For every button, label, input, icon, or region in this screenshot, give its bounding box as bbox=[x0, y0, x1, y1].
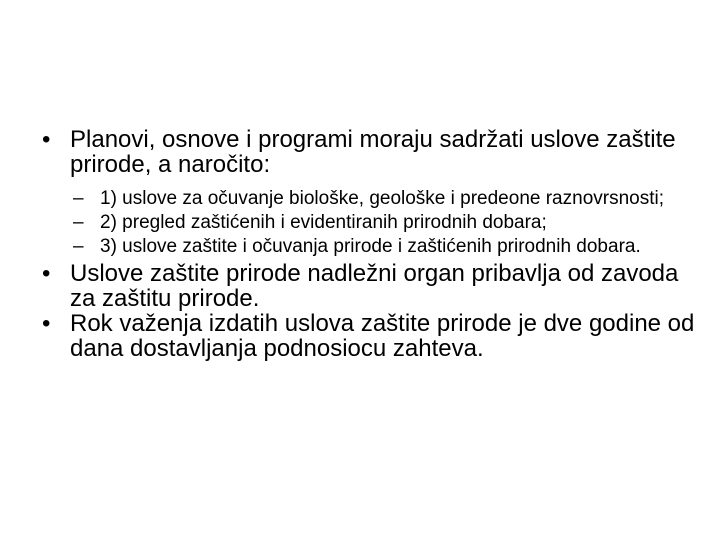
bullet-text: Rok važenja izdatih uslova zaštite prirode je dve godine od dana dostavljanja podnosiocu zahteva. bbox=[70, 310, 695, 362]
sub-bullet-item bbox=[42, 237, 702, 257]
sub-bullet-list bbox=[42, 189, 702, 257]
bullet-marker: • bbox=[42, 260, 51, 287]
bullet-item bbox=[42, 261, 702, 311]
bullet-marker: • bbox=[42, 126, 51, 153]
bullet-text: Uslove zaštite prirode nadležni organ pribavlja od zavoda za zaštitu prirode. bbox=[70, 260, 679, 312]
bullet-item bbox=[42, 127, 702, 177]
sub-bullet-item bbox=[42, 189, 702, 209]
bullet-marker: • bbox=[42, 310, 51, 337]
sub-bullet-text: 1) uslove za očuvanje biološke, geološke i predeone raznovrsnosti; bbox=[100, 188, 664, 209]
sub-bullet-text: 2) pregled zaštićenih i evidentiranih prirodnih dobara; bbox=[100, 212, 547, 233]
bullet-text: Planovi, osnove i programi moraju sadržati uslove zaštite prirode, a naročito: bbox=[70, 126, 676, 178]
bullet-item bbox=[42, 311, 702, 361]
sub-bullet-text: 3) uslove zaštite i očuvanja prirode i zaštićenih prirodnih dobara. bbox=[100, 236, 641, 257]
sub-bullet-marker: – bbox=[73, 236, 84, 257]
slide-content bbox=[42, 127, 702, 361]
sub-bullet-item bbox=[42, 213, 702, 233]
sub-bullet-marker: – bbox=[73, 212, 84, 233]
sub-bullet-marker: – bbox=[73, 188, 84, 209]
